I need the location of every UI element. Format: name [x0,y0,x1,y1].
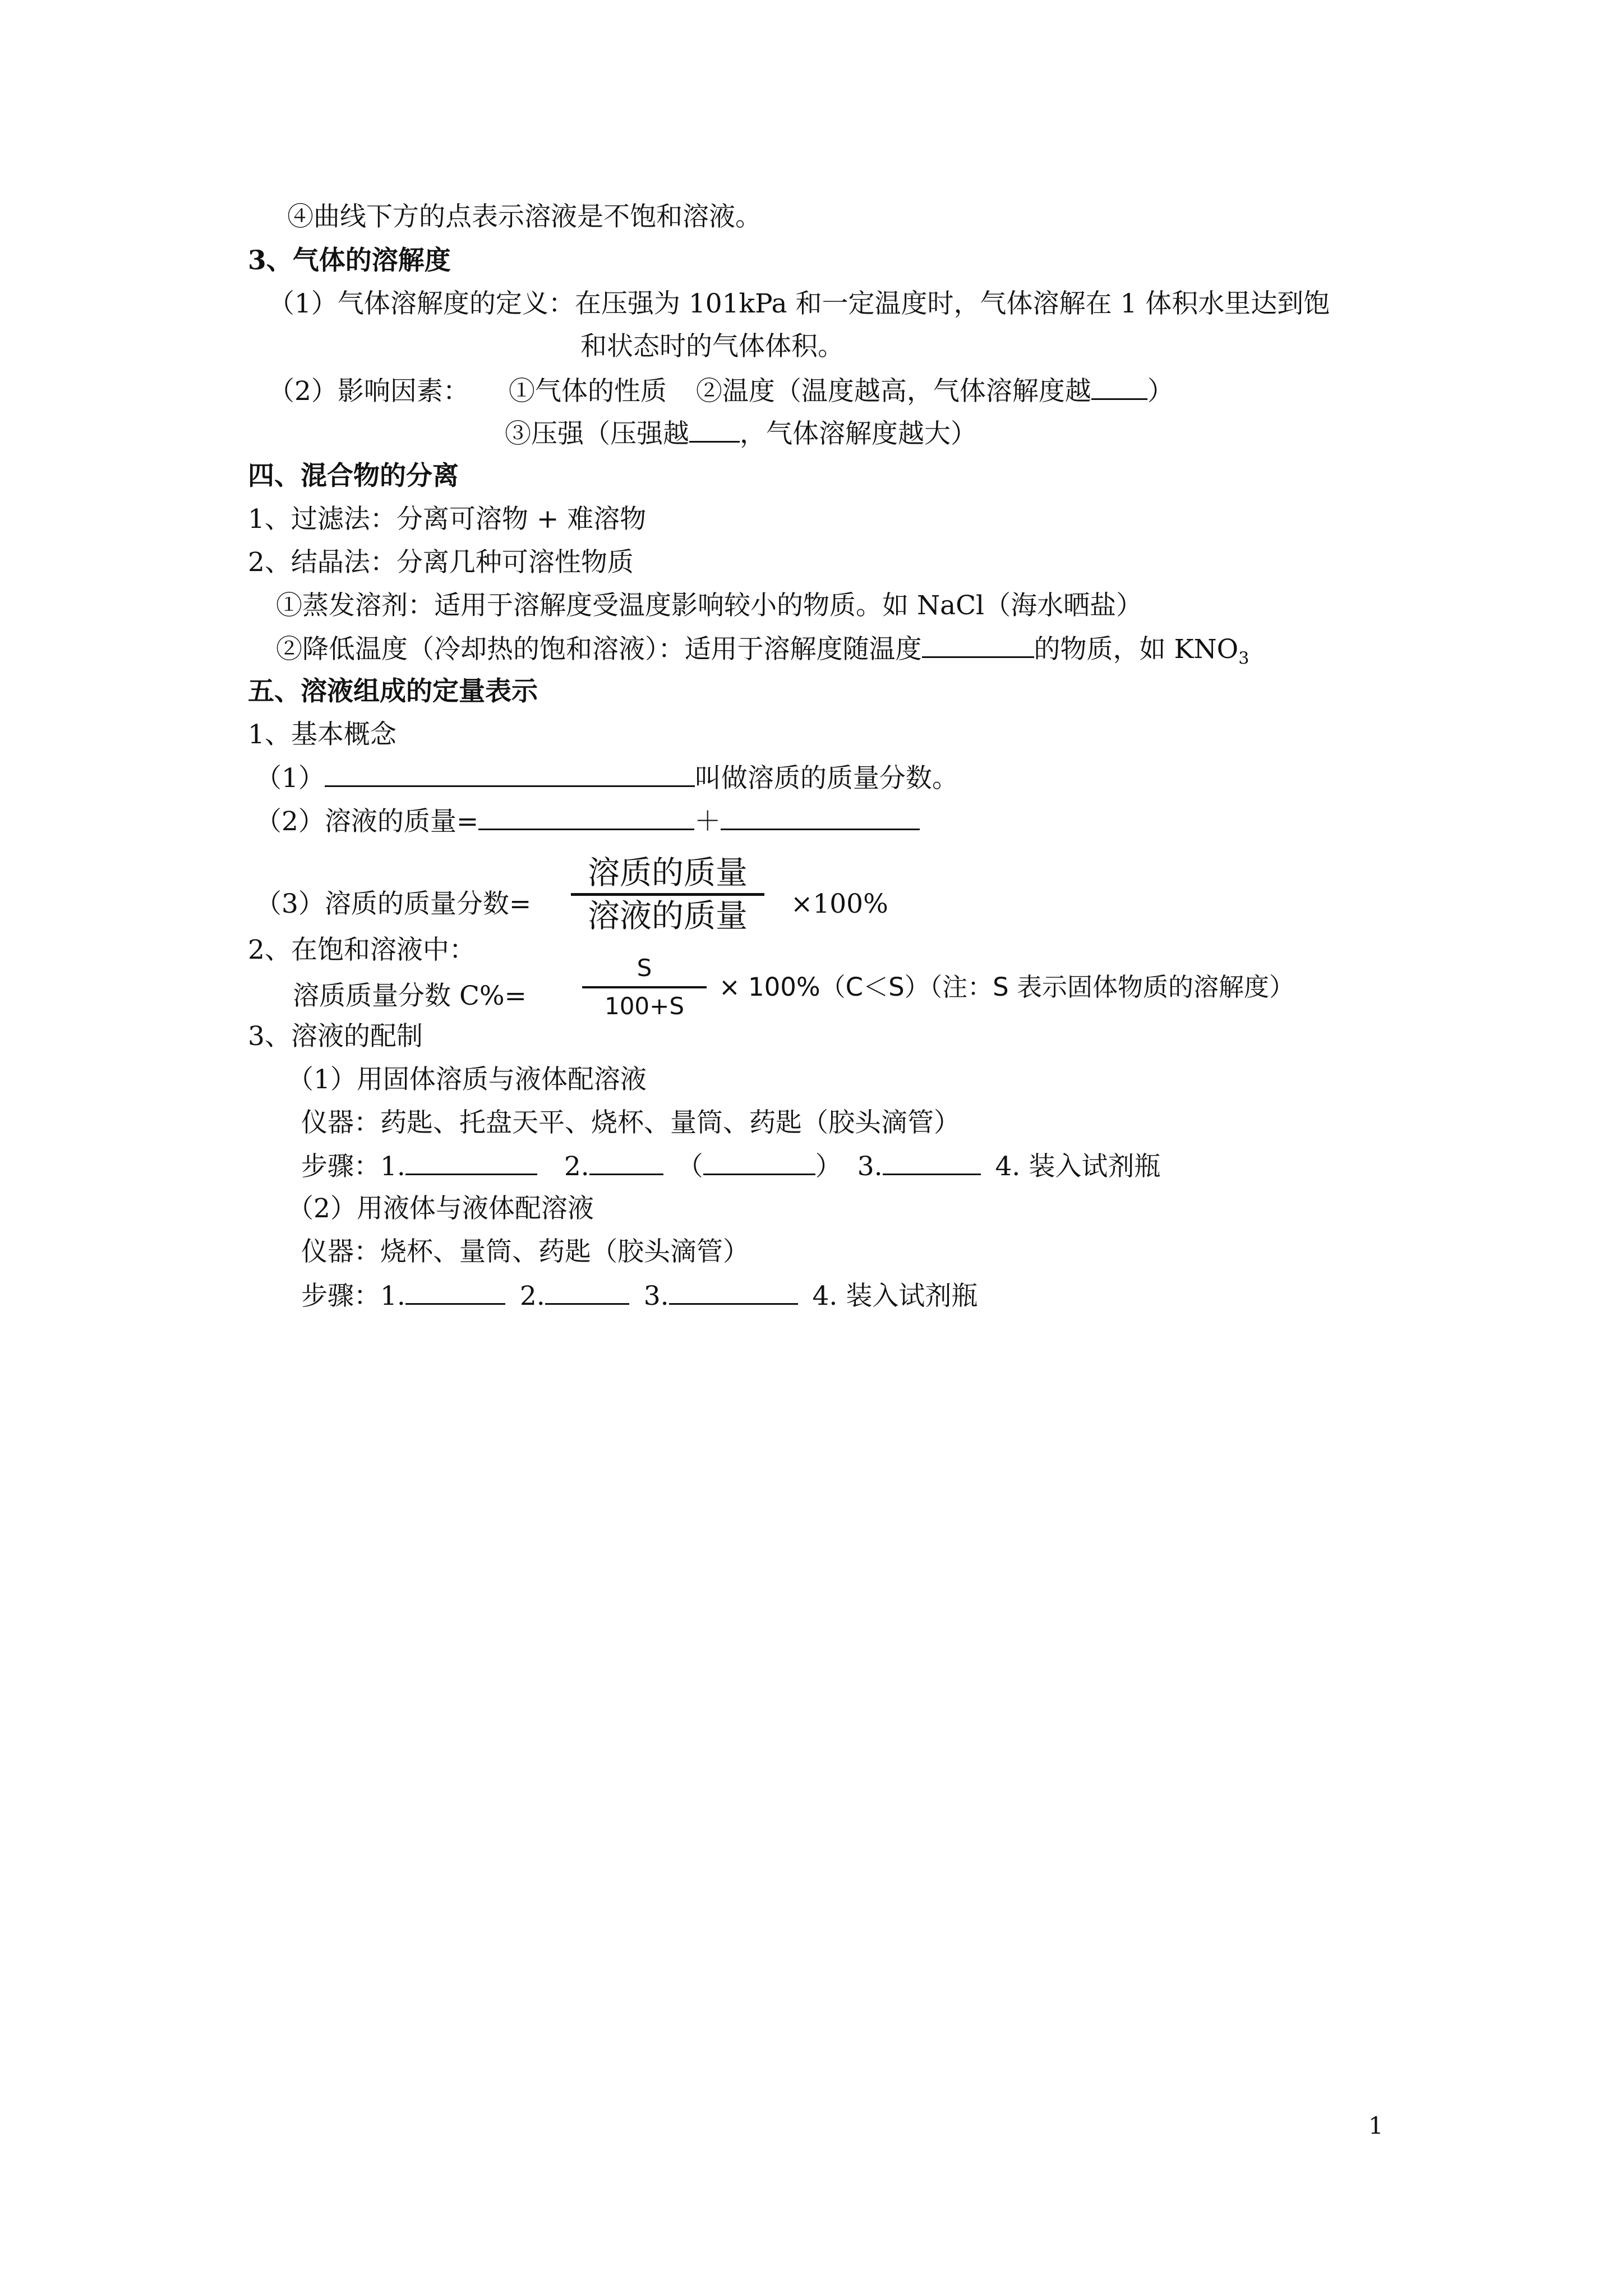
filtration-method: 1、过滤法：分离可溶物 + 难溶物 [248,504,647,535]
fraction-bar [571,893,764,896]
fraction-numerator: 溶质的质量 [588,854,748,891]
liquid-step-2-label: 2. [519,1281,545,1312]
prep-liquid-liquid: （2）用液体与液体配溶液 [287,1193,594,1224]
solution-preparation: 3、溶液的配制 [248,1021,423,1052]
factor-pressure: ③压强（压强越 [505,418,689,449]
prep-solid-instruments: 仪器：药匙、托盘天平、烧杯、量筒、药匙（胶头滴管） [301,1107,960,1138]
liquid-step-3-label: 3. [643,1281,669,1312]
concept-1-text: 叫做溶质的质量分数。 [694,763,958,794]
step-3-label: 3. [857,1151,883,1182]
basic-concepts: 1、基本概念 [248,719,396,750]
factor-pressure-line [505,416,977,451]
blank-pressure [689,416,740,443]
concept-3-label: （3）溶质的质量分数= [255,889,532,919]
factor-temperature: ②温度（温度越高，气体溶解度越 [695,376,1091,407]
concept-2 [255,804,920,839]
prep-liquid-instruments: 仪器：烧杯、量筒、药匙（胶头滴管） [301,1236,749,1267]
concept-1 [255,761,958,795]
prep-liquid-steps [301,1278,978,1313]
blank-liquid-step-1 [405,1278,505,1305]
gas-solubility-definition-line2: 和状态时的气体体积。 [580,331,844,362]
steps-label: 步骤：1. [301,1151,405,1182]
factor-pressure-tail: ，气体溶解度越大） [740,418,977,449]
fraction-denominator: 溶液的质量 [588,898,748,935]
saturated-solution-heading: 2、在饱和溶液中： [248,935,476,965]
cooling-method-tail: 的物质，如 KNO [1034,634,1239,665]
factor-temperature-close: ） [1147,376,1174,407]
evaporation-method: ①蒸发溶剂：适用于溶解度受温度影响较小的物质。如 NaCl（海水晒盐） [276,590,1143,621]
factors-line [268,374,1174,408]
blank-step-3 [883,1149,981,1175]
saturated-fraction [582,953,707,1022]
page-number: 1 [1368,2112,1384,2139]
paren-close: ） [815,1151,842,1182]
blank-solvent-mass [721,804,920,830]
steps-label-2: 步骤：1. [301,1281,405,1312]
step-4-bottle: 4. 装入试剂瓶 [995,1151,1161,1182]
blank-step-1 [405,1149,537,1175]
blank-liquid-step-3 [669,1278,798,1305]
gas-solubility-definition-line1: （1）气体溶解度的定义：在压强为 101kPa 和一定温度时，气体溶解在 1 体积水里达到饱 [268,288,1330,319]
saturated-mass-fraction-label: 溶质质量分数 C%= [293,981,527,1011]
factors-label: （2）影响因素： [268,376,469,407]
blank-cooling [922,632,1034,658]
saturated-formula-note: × 100%（C＜S）（注：S 表示固体物质的溶解度） [719,972,1295,1002]
blank-liquid-step-2 [545,1278,629,1305]
paren-open: （ [676,1151,703,1182]
blank-step-2-detail [703,1149,815,1175]
crystallization-method: 2、结晶法：分离几种可溶性物质 [248,547,634,578]
cooling-method [276,632,1249,675]
curve-below-point-note: ④曲线下方的点表示溶液是不饱和溶液。 [287,201,762,232]
mass-fraction-formula [571,854,764,935]
concept-1-label: （1） [255,763,325,794]
times-100-percent: ×100% [791,889,888,919]
prep-solid-steps [301,1149,1160,1184]
factor-nature: ①气体的性质 [508,376,667,407]
blank-step-2 [589,1149,663,1175]
blank-temperature [1091,374,1147,400]
prep-solid-liquid: （1）用固体溶质与液体配溶液 [287,1064,647,1095]
blank-solute-mass [478,804,694,830]
section-4-title: 四、混合物的分离 [248,461,459,491]
kno3-subscript: 3 [1238,648,1249,669]
cooling-method-text: ②降低温度（冷却热的饱和溶液）：适用于溶解度随温度 [276,634,922,665]
section-5-title: 五、溶液组成的定量表示 [248,676,538,707]
liquid-step-4-bottle: 4. 装入试剂瓶 [812,1281,978,1312]
saturated-fraction-denominator: 100+S [604,992,685,1020]
concept-2-label: （2）溶液的质量= [255,806,479,837]
saturated-fraction-bar [582,986,707,988]
saturated-fraction-numerator: S [637,954,652,982]
plus-sign: ＋ [694,806,721,837]
blank-mass-fraction-def [325,761,695,787]
step-2-label: 2. [564,1151,589,1182]
section-3-title: 3、气体的溶解度 [248,245,451,276]
